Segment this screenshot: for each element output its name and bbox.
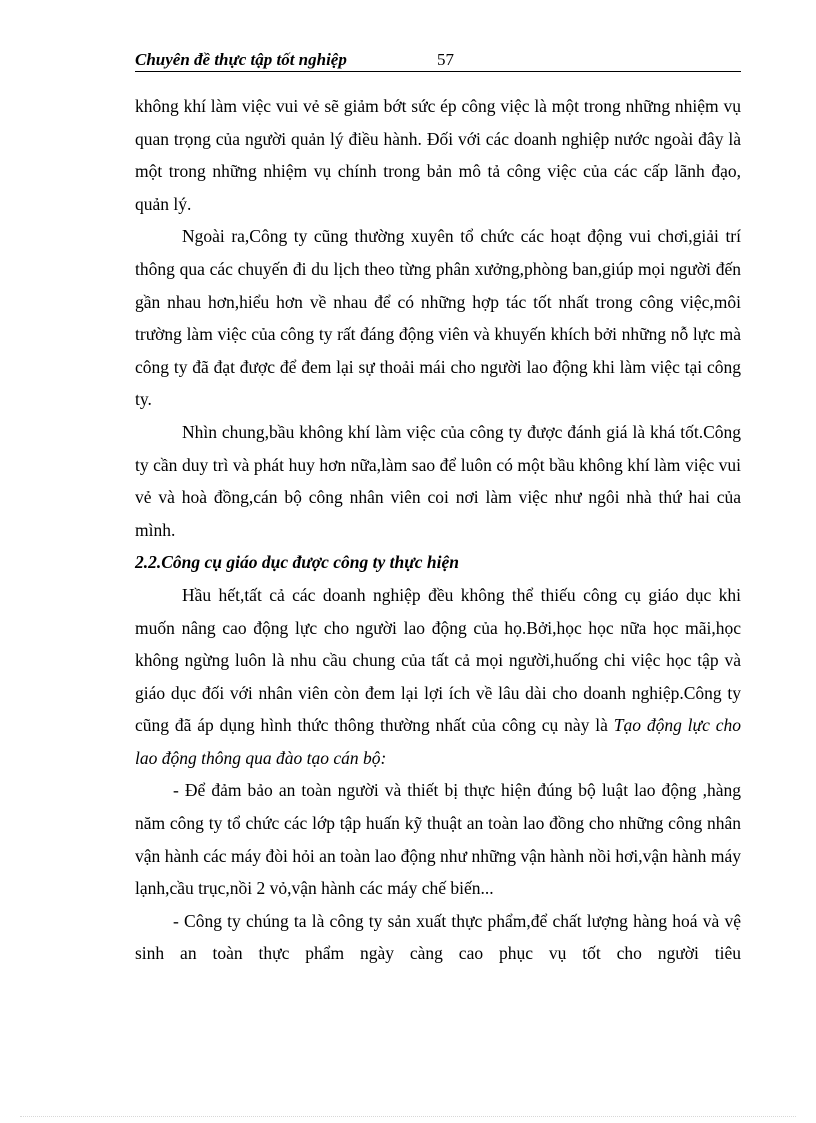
page-header bbox=[135, 49, 741, 72]
paragraph-overview: Nhìn chung,bầu không khí làm việc của công ty được đánh giá là khá tốt.Công ty cần duy trì và phát huy hơn nữa,làm sao để luôn có một bầu không khí làm việc vui vẻ và hoà đồng,cán bộ công nhân viên coi nơi làm việc như ngôi nhà thứ hai của mình. bbox=[135, 421, 741, 540]
page-bottom-dotted-line bbox=[20, 1116, 796, 1117]
paragraph-activities: Ngoài ra,Công ty cũng thường xuyên tổ chức các hoạt động vui chơi,giải trí thông qua các chuyến đi du lịch theo từng phân xưởng,phòng ban,giúp mọi người đến gần nhau hơn,hiểu hơn về nhau để có những hợp tác tốt nhất trong công việc,môi trường làm việc của công ty rất đáng động viên và khuyến khích bởi những nỗ lực mà công ty đã đạt được để đem lại sự thoải mái cho người lao động khi làm việc tại công ty. bbox=[135, 226, 741, 410]
document-body bbox=[135, 90, 741, 970]
paragraph-education-text: Hầu hết,tất cả các doanh nghiệp đều không thể thiếu công cụ giáo dục khi muốn nâng cao động lực cho người lao động của họ.Bởi,học học nữa học mãi,học không ngừng luôn là nhu cầu chung của tất cả mọi người,huống chi việc học tập và giáo dục đối với nhân viên còn đem lại lợi ích về lâu dài cho doanh nghiệp.Công ty cũng đã áp dụng hình thức thông thường nhất của công cụ này là bbox=[135, 584, 741, 736]
paragraph-education bbox=[135, 579, 741, 775]
header-title: Chuyên đề thực tập tốt nghiệp bbox=[135, 50, 347, 69]
paragraph-education-italic: Tạo động lực cho lao động thông qua đào tạo cán bộ: bbox=[135, 715, 741, 768]
bullet-food-production: - Công ty chúng ta là công ty sản xuất thực phẩm,để chất lượng hàng hoá và vệ sinh an toàn thực phẩm ngày càng cao phục vụ tốt cho người tiêu bbox=[135, 910, 741, 964]
page-number: 57 bbox=[437, 50, 454, 69]
bullet-safety-training: - Để đảm bảo an toàn người và thiết bị thực hiện đúng bộ luật lao động ,hàng năm công ty tổ chức các lớp tập huấn kỹ thuật an toàn lao đồng cho những công nhân vận hành các máy đòi hỏi an toàn lao động như những vận hành nồi hơi,vận hành máy lạnh,cầu trục,nồi 2 vỏ,vận hành các máy chế biến... bbox=[135, 780, 741, 899]
paragraph-continuation: không khí làm việc vui vẻ sẽ giảm bớt sức ép công việc là một trong những nhiệm vụ quan trọng của người quản lý điều hành. Đối với các doanh nghiệp nước ngoài đây là một trong những nhiệm vụ chính trong bản mô tả công việc của các cấp lãnh đạo, quản lý. bbox=[135, 96, 741, 214]
section-heading: 2.2.Công cụ giáo dục được công ty thực hiện bbox=[135, 552, 459, 573]
